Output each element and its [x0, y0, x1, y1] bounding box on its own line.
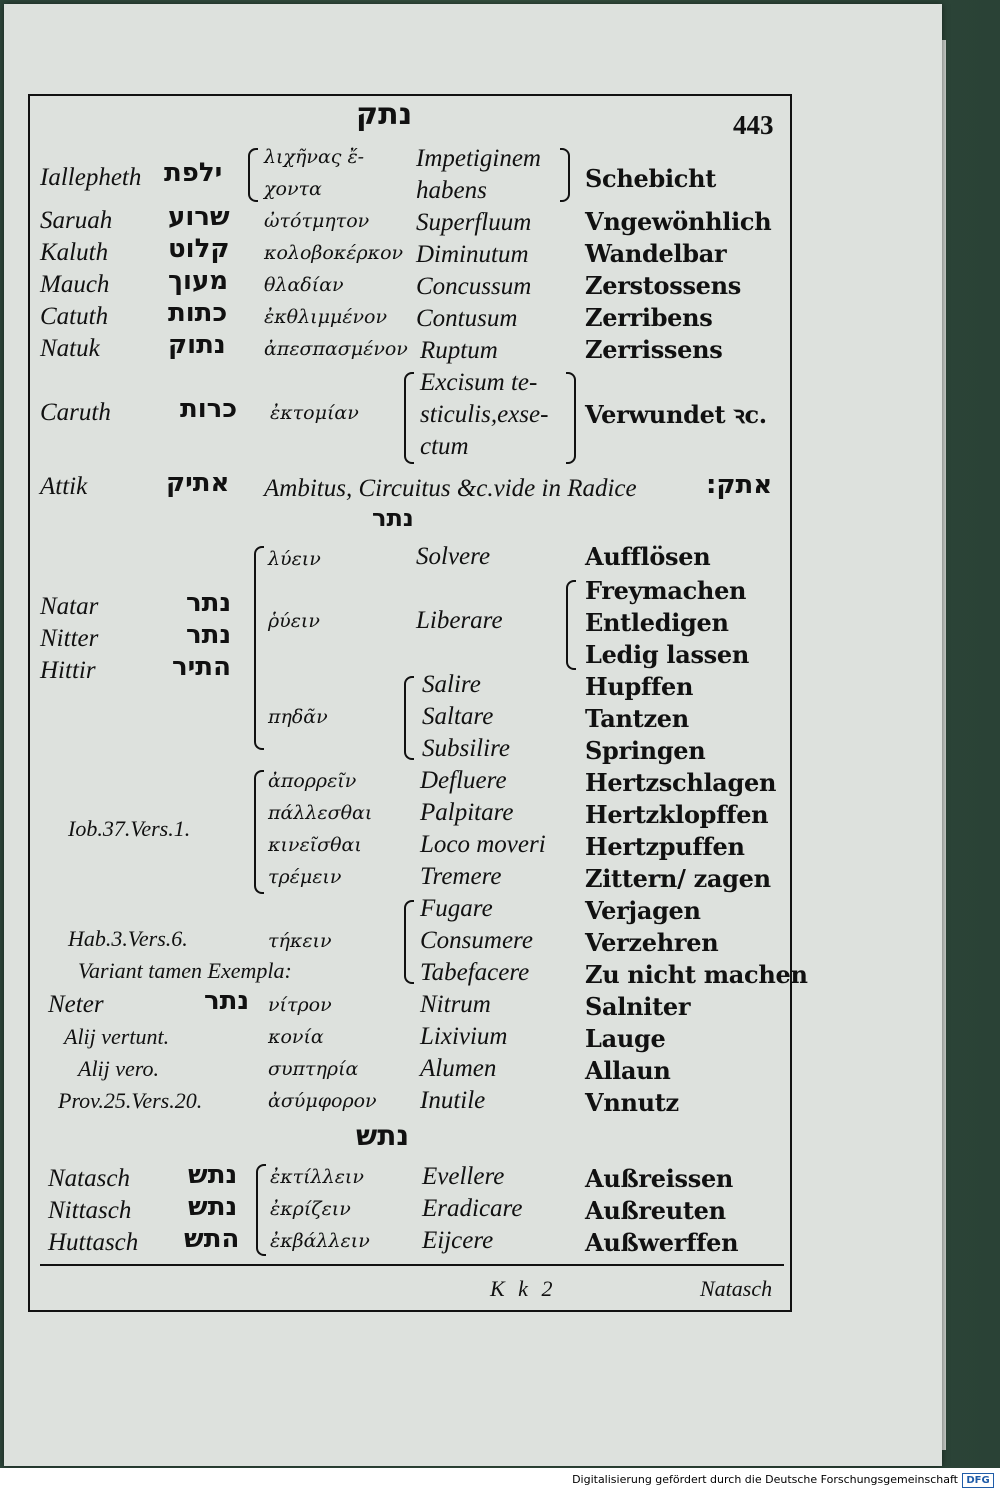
- german-hertzklopffen: Hertzklopffen: [585, 800, 769, 829]
- greek-nitron: νίτρον: [268, 994, 332, 1016]
- translit-hittir: Hittir: [40, 657, 96, 684]
- header-hebrew: נתק: [356, 97, 413, 132]
- german-entledigen: Entledigen: [585, 608, 729, 637]
- translit-natasch: Natasch: [48, 1165, 130, 1192]
- brace-left: [404, 676, 414, 760]
- greek-pedan: πηδᾶν: [268, 706, 328, 728]
- greek-ekballein: ἐκβάλλειν: [270, 1230, 370, 1252]
- translit-nitter: Nitter: [40, 625, 99, 652]
- translit-saruah: Saruah: [40, 207, 113, 234]
- german-freymachen: Freymachen: [585, 576, 747, 605]
- german-natuk: Zerrissens: [585, 335, 723, 364]
- latin-consumere: Consumere: [420, 927, 533, 954]
- hebrew-saruah: שרוע: [168, 202, 230, 232]
- german-mauch: Zerstossens: [585, 271, 741, 300]
- german-hertzpuffen: Hertzpuffen: [585, 832, 745, 861]
- hebrew-catuth: כתות: [168, 298, 228, 328]
- variant-note: Variant tamen Exempla:: [78, 958, 292, 983]
- translit-natuk: Natuk: [40, 335, 100, 362]
- german-salniter: Salniter: [585, 992, 691, 1021]
- latin-loco-moveri: Loco moveri: [420, 831, 546, 858]
- greek-catuth: ἐκθλιμμένον: [264, 306, 388, 328]
- translit-kaluth: Kaluth: [40, 239, 109, 266]
- translit-huttasch: Huttasch: [48, 1229, 139, 1256]
- hebrew-huttasch: התש: [184, 1224, 240, 1254]
- catchword: Natasch: [700, 1276, 773, 1301]
- german-lauge: Lauge: [585, 1024, 666, 1053]
- dfg-logo: DFG: [962, 1473, 994, 1488]
- latin-tabefacere: Tabefacere: [420, 959, 530, 986]
- german-ausswerffen: Außwerffen: [585, 1228, 739, 1257]
- translit-attik: Attik: [40, 473, 88, 500]
- german-allaun: Allaun: [585, 1056, 671, 1085]
- latin-kaluth: Diminutum: [416, 241, 529, 268]
- brace-left: [566, 580, 576, 670]
- german-ledig-lassen: Ledig lassen: [585, 640, 749, 669]
- translit-caruth: Caruth: [40, 399, 111, 426]
- german-verjagen: Verjagen: [585, 896, 701, 925]
- german-vnnutz: Vnnutz: [585, 1088, 679, 1117]
- greek-natuk: ἀπεσπασμένον: [264, 338, 408, 360]
- latin-eijcere: Eijcere: [422, 1227, 494, 1254]
- hebrew-natuk: נתוק: [168, 330, 226, 360]
- german-aufflosen: Aufflösen: [585, 542, 711, 571]
- latin-defluere: Defluere: [420, 767, 507, 794]
- latin-lixivium: Lixivium: [420, 1023, 508, 1050]
- footer-rule: [40, 1264, 784, 1266]
- translit-natar: Natar: [40, 593, 99, 620]
- translit-neter: Neter: [48, 991, 104, 1018]
- translit-iallepheth: Iallepheth: [40, 164, 142, 191]
- latin-subsilire: Subsilire: [422, 735, 510, 762]
- hebrew-kaluth: קלוט: [168, 234, 230, 264]
- greek-job-4: τρέμειν: [268, 866, 342, 888]
- german-iallepheth: Schebicht: [585, 164, 717, 193]
- greek-caruth: ἐκτομίαν: [270, 402, 359, 424]
- german-zu-nicht-machen: Zu nicht machen: [585, 960, 808, 989]
- greek-kaluth: κολοβοκέρκον: [264, 242, 404, 264]
- signature-mark: K k 2: [490, 1276, 557, 1301]
- latin-catuth: Contusum: [416, 305, 518, 332]
- german-aussreissen: Außreissen: [585, 1164, 734, 1193]
- german-aussreuten: Außreuten: [585, 1196, 726, 1225]
- latin-inutile: Inutile: [420, 1087, 486, 1114]
- greek-ruein: ῥύειν: [268, 610, 320, 632]
- translit-mauch: Mauch: [40, 271, 110, 298]
- latin-iallepheth-2: habens: [416, 177, 487, 204]
- hebrew-caruth: כרות: [180, 394, 238, 424]
- brace-left: [256, 1164, 266, 1256]
- ref-hab: Hab.3.Vers.6.: [68, 926, 188, 951]
- greek-job-1: ἀπορρεῖν: [268, 770, 357, 792]
- german-catuth: Zerribens: [585, 303, 713, 332]
- hebrew-neter: נתר: [204, 986, 250, 1016]
- greek-ekrizein: ἐκρίζειν: [270, 1198, 351, 1220]
- greek-konia: κονία: [268, 1026, 324, 1048]
- german-springen: Springen: [585, 736, 706, 765]
- brace-left: [254, 546, 264, 750]
- latin-natuk: Ruptum: [420, 337, 498, 364]
- latin-iallepheth-1: Impetiginem: [416, 145, 541, 172]
- greek-tekein: τήκειν: [268, 930, 332, 952]
- german-verzehren: Verzehren: [585, 928, 719, 957]
- greek-job-3: κινεῖσθαι: [268, 834, 362, 856]
- hebrew-attik: אתיק: [166, 468, 230, 498]
- heading-ntr: נתר: [372, 504, 414, 532]
- attik-text: Ambitus, Circuitus &c.vide in Radice: [264, 475, 637, 502]
- heading-ntsh: נתש: [356, 1119, 410, 1152]
- brace-left: [248, 148, 258, 202]
- greek-luein: λύειν: [268, 548, 321, 570]
- german-hupffen: Hupffen: [585, 672, 694, 701]
- latin-tremere: Tremere: [420, 863, 502, 890]
- german-zittern: Zittern/ zagen: [585, 864, 771, 893]
- german-tantzen: Tantzen: [585, 704, 689, 733]
- latin-liberare: Liberare: [416, 607, 503, 634]
- latin-fugare: Fugare: [420, 895, 493, 922]
- brace-left: [254, 770, 264, 894]
- translit-nittasch: Nittasch: [48, 1197, 132, 1224]
- page-number: 443: [733, 110, 774, 140]
- funding-credit: Digitalisierung gefördert durch die Deutsche Forschungsgemeinschaft: [572, 1473, 958, 1486]
- hebrew-natasch: נתש: [188, 1160, 238, 1190]
- german-hertzschlagen: Hertzschlagen: [585, 768, 777, 797]
- latin-saltare: Saltare: [422, 703, 494, 730]
- latin-alumen: Alumen: [420, 1055, 497, 1082]
- latin-caruth-3: ctum: [420, 433, 469, 460]
- hebrew-iallepheth: ילפת: [164, 158, 223, 188]
- alij-vertunt: Alij vertunt.: [64, 1024, 170, 1049]
- brace-right: [560, 148, 570, 202]
- latin-salire: Salire: [422, 671, 481, 698]
- greek-job-2: πάλλεσθαι: [268, 802, 373, 824]
- latin-solvere: Solvere: [416, 543, 491, 570]
- hebrew-natar: נתר: [186, 588, 232, 618]
- latin-nitrum: Nitrum: [420, 991, 491, 1018]
- hebrew-nitter: נתר: [186, 620, 232, 650]
- greek-asumphoron: ἀσύμφορον: [268, 1090, 377, 1112]
- greek-iallepheth-2: χοντα: [264, 178, 322, 200]
- ref-job: Iob.37.Vers.1.: [68, 816, 191, 841]
- brace-left: [404, 372, 414, 464]
- latin-mauch: Concussum: [416, 273, 532, 300]
- alij-vero: Alij vero.: [78, 1056, 160, 1081]
- greek-iallepheth-1: λιχῆνας ἔ-: [264, 146, 365, 168]
- greek-supteria: συπτηρία: [268, 1058, 359, 1080]
- hebrew-mauch: מעוך: [168, 266, 229, 296]
- attik-root: אתק:: [706, 470, 773, 500]
- hebrew-hittir: התיר: [172, 652, 231, 682]
- brace-left: [404, 900, 414, 984]
- greek-saruah: ὠτότμητον: [264, 210, 370, 232]
- latin-caruth-1: Excisum te-: [420, 369, 538, 396]
- ref-prov: Prov.25.Vers.20.: [58, 1088, 203, 1113]
- digitization-footer: [0, 1468, 1000, 1492]
- greek-mauch: θλαδίαν: [264, 274, 344, 296]
- german-kaluth: Wandelbar: [585, 239, 727, 268]
- translit-catuth: Catuth: [40, 303, 109, 330]
- german-caruth: Verwundet ꝛc.: [585, 400, 767, 429]
- german-saruah: Vngewönhlich: [585, 207, 772, 236]
- brace-right: [566, 372, 576, 464]
- latin-evellere: Evellere: [422, 1163, 505, 1190]
- latin-palpitare: Palpitare: [420, 799, 514, 826]
- latin-caruth-2: sticulis,exse-: [420, 401, 549, 428]
- hebrew-nittasch: נתש: [188, 1192, 238, 1222]
- greek-ektillein: ἐκτίλλειν: [270, 1166, 364, 1188]
- latin-saruah: Superfluum: [416, 209, 532, 236]
- latin-eradicare: Eradicare: [422, 1195, 523, 1222]
